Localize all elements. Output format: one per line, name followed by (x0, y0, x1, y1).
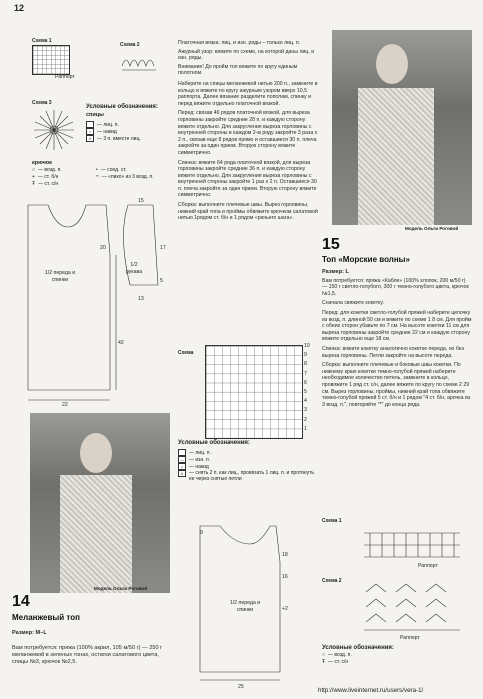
pattern2-front-label: 1/2 переда и спинки (229, 600, 261, 613)
row-number: 4 (304, 398, 307, 405)
legend-item: — ст. с/н (38, 180, 59, 187)
decrease-symbol: Λ (178, 470, 186, 477)
dim-18: 18 (282, 552, 288, 558)
legend-item: — ст. с/н (328, 658, 349, 665)
dim-plus2: +2 (282, 606, 288, 612)
mid-p6: Спинка: вяжите 64 ряда платочной вязкой, для выреза горловины закройте средние 36 п. и каждую сторону вяжите отдельно. Для закругления выреза горловины с внутренней стороны закройте 1 раз х 2 п. Оставшиеся 30 п. плеча закройте за один прием. Вторую сторону вяжите симметрично. (178, 159, 317, 199)
pattern1-diagram (18, 195, 178, 405)
photo-caption-14: Модель Ольги Роговой (94, 586, 148, 591)
mid-p2: Ажурный узор: вяжите по схеме, на которой даны лиц. и изн. ряды. (178, 48, 315, 62)
mid-schema-grid (205, 345, 303, 439)
row-number: 6 (304, 379, 307, 386)
model-photo-15 (332, 30, 472, 225)
right-schema2-rapport: Раппорт (400, 635, 420, 641)
schema2-label: Схема 2 (120, 42, 140, 48)
mid-p5: Перед: связав 46 рядов платочной вязкой, для выреза горловины закройте средние 28 п. и каждую сторону вяжите отдельно. Для закругления выреза горловины с внутренней стороны в каждом 2-м ряду закройте 3 раза х 2 п., связав еще 8 рядов прямо и оставшиеся 30 п. плеча закройте за один прием. Вторую сторону вяжите симметрично. (178, 110, 318, 156)
yarn-over-symbol: ○ (86, 128, 94, 135)
chain-symbol: ○ (32, 166, 36, 173)
slip-symbol: • (96, 166, 98, 173)
knit-symbol (86, 121, 94, 128)
hook-legend (32, 160, 172, 187)
legend-item: — возд. п. (38, 166, 62, 173)
mid-text (178, 40, 320, 222)
mid-p1: Платочная вязка: лиц. и изн. ряды – только лиц. п. (178, 40, 301, 46)
dc-symbol: Ŧ (32, 180, 36, 187)
right-schema1-rapport: Раппорт (418, 563, 438, 569)
legend-item: — накид (189, 463, 209, 470)
legend-needles: спицы (86, 112, 104, 118)
legend-item: — снять 2 п. как лиц., провязать 1 лиц. п. и протянуть ее через снятые петли (189, 470, 315, 482)
schema2-drawing (120, 52, 160, 74)
materials-14: Вам потребуется: пряжа (100% акрил, 105 м/50 г) — 250 г меланжевой в зеленых тонах, остатки салатового цвета, спицы №3, крючок №2,5. (12, 645, 163, 666)
dim-25: 25 (238, 684, 244, 690)
right-p1: Сначала свяжите кокетку. (322, 300, 384, 307)
legend-hook: крючок (32, 160, 52, 166)
right-legend (322, 645, 472, 665)
right-p2: Перед: для кокетки светло-голубой пряжей наберите цепочку из возд. п. длиной 50 см и вяжите по схеме 1 8 см. Для пройм с обеих сторон убавьте по 7 см. На высоте кокетки 11 см для выреза горловины закройте средние 22 см и каждую сторону вяжите отдельно еще 18 см. (322, 309, 472, 343)
right-schema1-label: Схема 1 (322, 518, 342, 524)
legend-item: — возд. п. (328, 651, 352, 658)
right-schema1-drawing (360, 525, 470, 565)
section-number-15: 15 (322, 236, 340, 253)
schema3-label: Схема 3 (32, 100, 52, 106)
schema1-label: Схема 1 (32, 38, 52, 44)
row-number: 10 (304, 343, 310, 349)
section-number-14: 14 (12, 593, 30, 610)
right-p3: Спинка: вяжите кокетку аналогично кокетке переда, но без выреза горловины. Петли закройте на высоте переда. (322, 345, 464, 359)
row-number: 7 (304, 370, 307, 377)
knit-symbol (178, 449, 186, 456)
mid-legend (178, 440, 320, 484)
right-p4: Сборка: выполните плечевые и боковые швы кокетки. По нижнему краю кокетки темно-голубой пряжей наберите необходимое количество петель, замкните в кольцо, провяжите 1 ряд ст. с/н, далее вяжите по кругу по схеме 2 29 см. Вырез горловины, проймы, нижний край топа обвяжите темно-голубой пряжей 5 ст. б/н и 1 рядом "4 ст. б/н, арочка из 3 возд. п.", повторяйте "*" до конца ряда. (322, 362, 471, 408)
dim-15: 15 (138, 198, 144, 204)
dim-13: 13 (138, 296, 144, 302)
row-number: 1 (304, 425, 307, 432)
left-legend (86, 104, 172, 142)
row-number: 8 (304, 361, 307, 368)
schema3-motif (32, 108, 76, 152)
legend-item: — изн. п. (189, 456, 211, 463)
mid-p7: Сборка: выполните плечевые швы. Вырез горловины, нижний край топа и проймы обвяжите крючком салатовой нитью 1рядом ст. б/н и 1 рядом «рачьего шага». (178, 202, 318, 222)
row-number: 3 (304, 407, 307, 414)
right-schema2-label: Схема 2 (322, 578, 342, 584)
size-14: Размер: М–L (12, 630, 47, 636)
row-number: 5 (304, 388, 307, 395)
dim-20: 20 (100, 245, 106, 251)
right-text (322, 269, 472, 408)
legend-item: — соед. ст. (100, 166, 127, 173)
mid-p3: Внимание! До пройм топ вяжите по кругу единым полотном. (178, 63, 298, 77)
legend-item: — ст. б/н (37, 173, 59, 180)
page-number: 12 (14, 3, 25, 13)
dim-5: 5 (160, 278, 163, 284)
row-number: 2 (304, 416, 307, 423)
pattern1-front-label: 1/2 переда и спинки (44, 270, 76, 283)
legend-item: — 3 п. вместе лиц. (97, 135, 141, 142)
legend-item: — лиц. п. (97, 121, 119, 128)
mid-p4: Наберите на спицы меланжевой нитью 200 п., замкните в кольцо и вяжите по кругу ажурным узором вверх 10,5 раппорта. Далее вязание разделите пополам, спинку и перед вяжите отдельно платочной вязкой. (178, 80, 318, 107)
legend-item: — «пико» из 3 возд. п. (101, 173, 154, 180)
dim-17: 17 (160, 245, 166, 251)
dim-42: 42 (118, 340, 124, 346)
k3tog-symbol: Λ (86, 135, 94, 142)
legend-item: — лиц. п. (189, 449, 211, 456)
chain-symbol: ○ (322, 651, 326, 658)
schema1-rapport: Раппорт (55, 74, 75, 80)
photo-caption-15: Модель Ольги Роговой (405, 226, 459, 231)
right-legend-title: Условные обозначения: (322, 645, 394, 651)
section-title-14: Меланжевый топ (12, 613, 80, 622)
legend-item: — накид (97, 128, 117, 135)
footer-url[interactable]: http://www.liveinternet.ru/users/vera-1/ (318, 687, 424, 694)
dim-16: 16 (282, 574, 288, 580)
sleeve-label: 1/2 рукава (125, 262, 143, 275)
mid-legend-title: Условные обозначения: (178, 440, 250, 446)
row-number: 9 (304, 352, 307, 359)
materials-15: Вам потребуется: пряжа «Кабле» (100% хлопок, 200 м/50 г) — 150 г светло-голубого, 300 г темно-голубого цвета, крючок №1,5. (322, 277, 469, 297)
dim-22: 22 (62, 402, 68, 408)
schema1-grid (32, 45, 70, 75)
dim-9: 9 (200, 530, 203, 536)
row-numbers (304, 343, 314, 435)
yarn-over-symbol: ○ (178, 463, 186, 470)
purl-symbol: — (180, 457, 184, 462)
sc-symbol: + (32, 173, 35, 180)
picot-symbol: ᴖ (96, 173, 99, 180)
dc-symbol: Ŧ (322, 658, 326, 665)
size-15: Размер: L (322, 269, 349, 275)
section-title-15: Топ «Морские волны» (322, 255, 410, 264)
mid-schema-label: Схема (178, 350, 194, 356)
right-schema2-drawing (360, 582, 470, 637)
legend-title: Условные обозначения: (86, 104, 158, 110)
model-photo-14 (30, 413, 170, 593)
